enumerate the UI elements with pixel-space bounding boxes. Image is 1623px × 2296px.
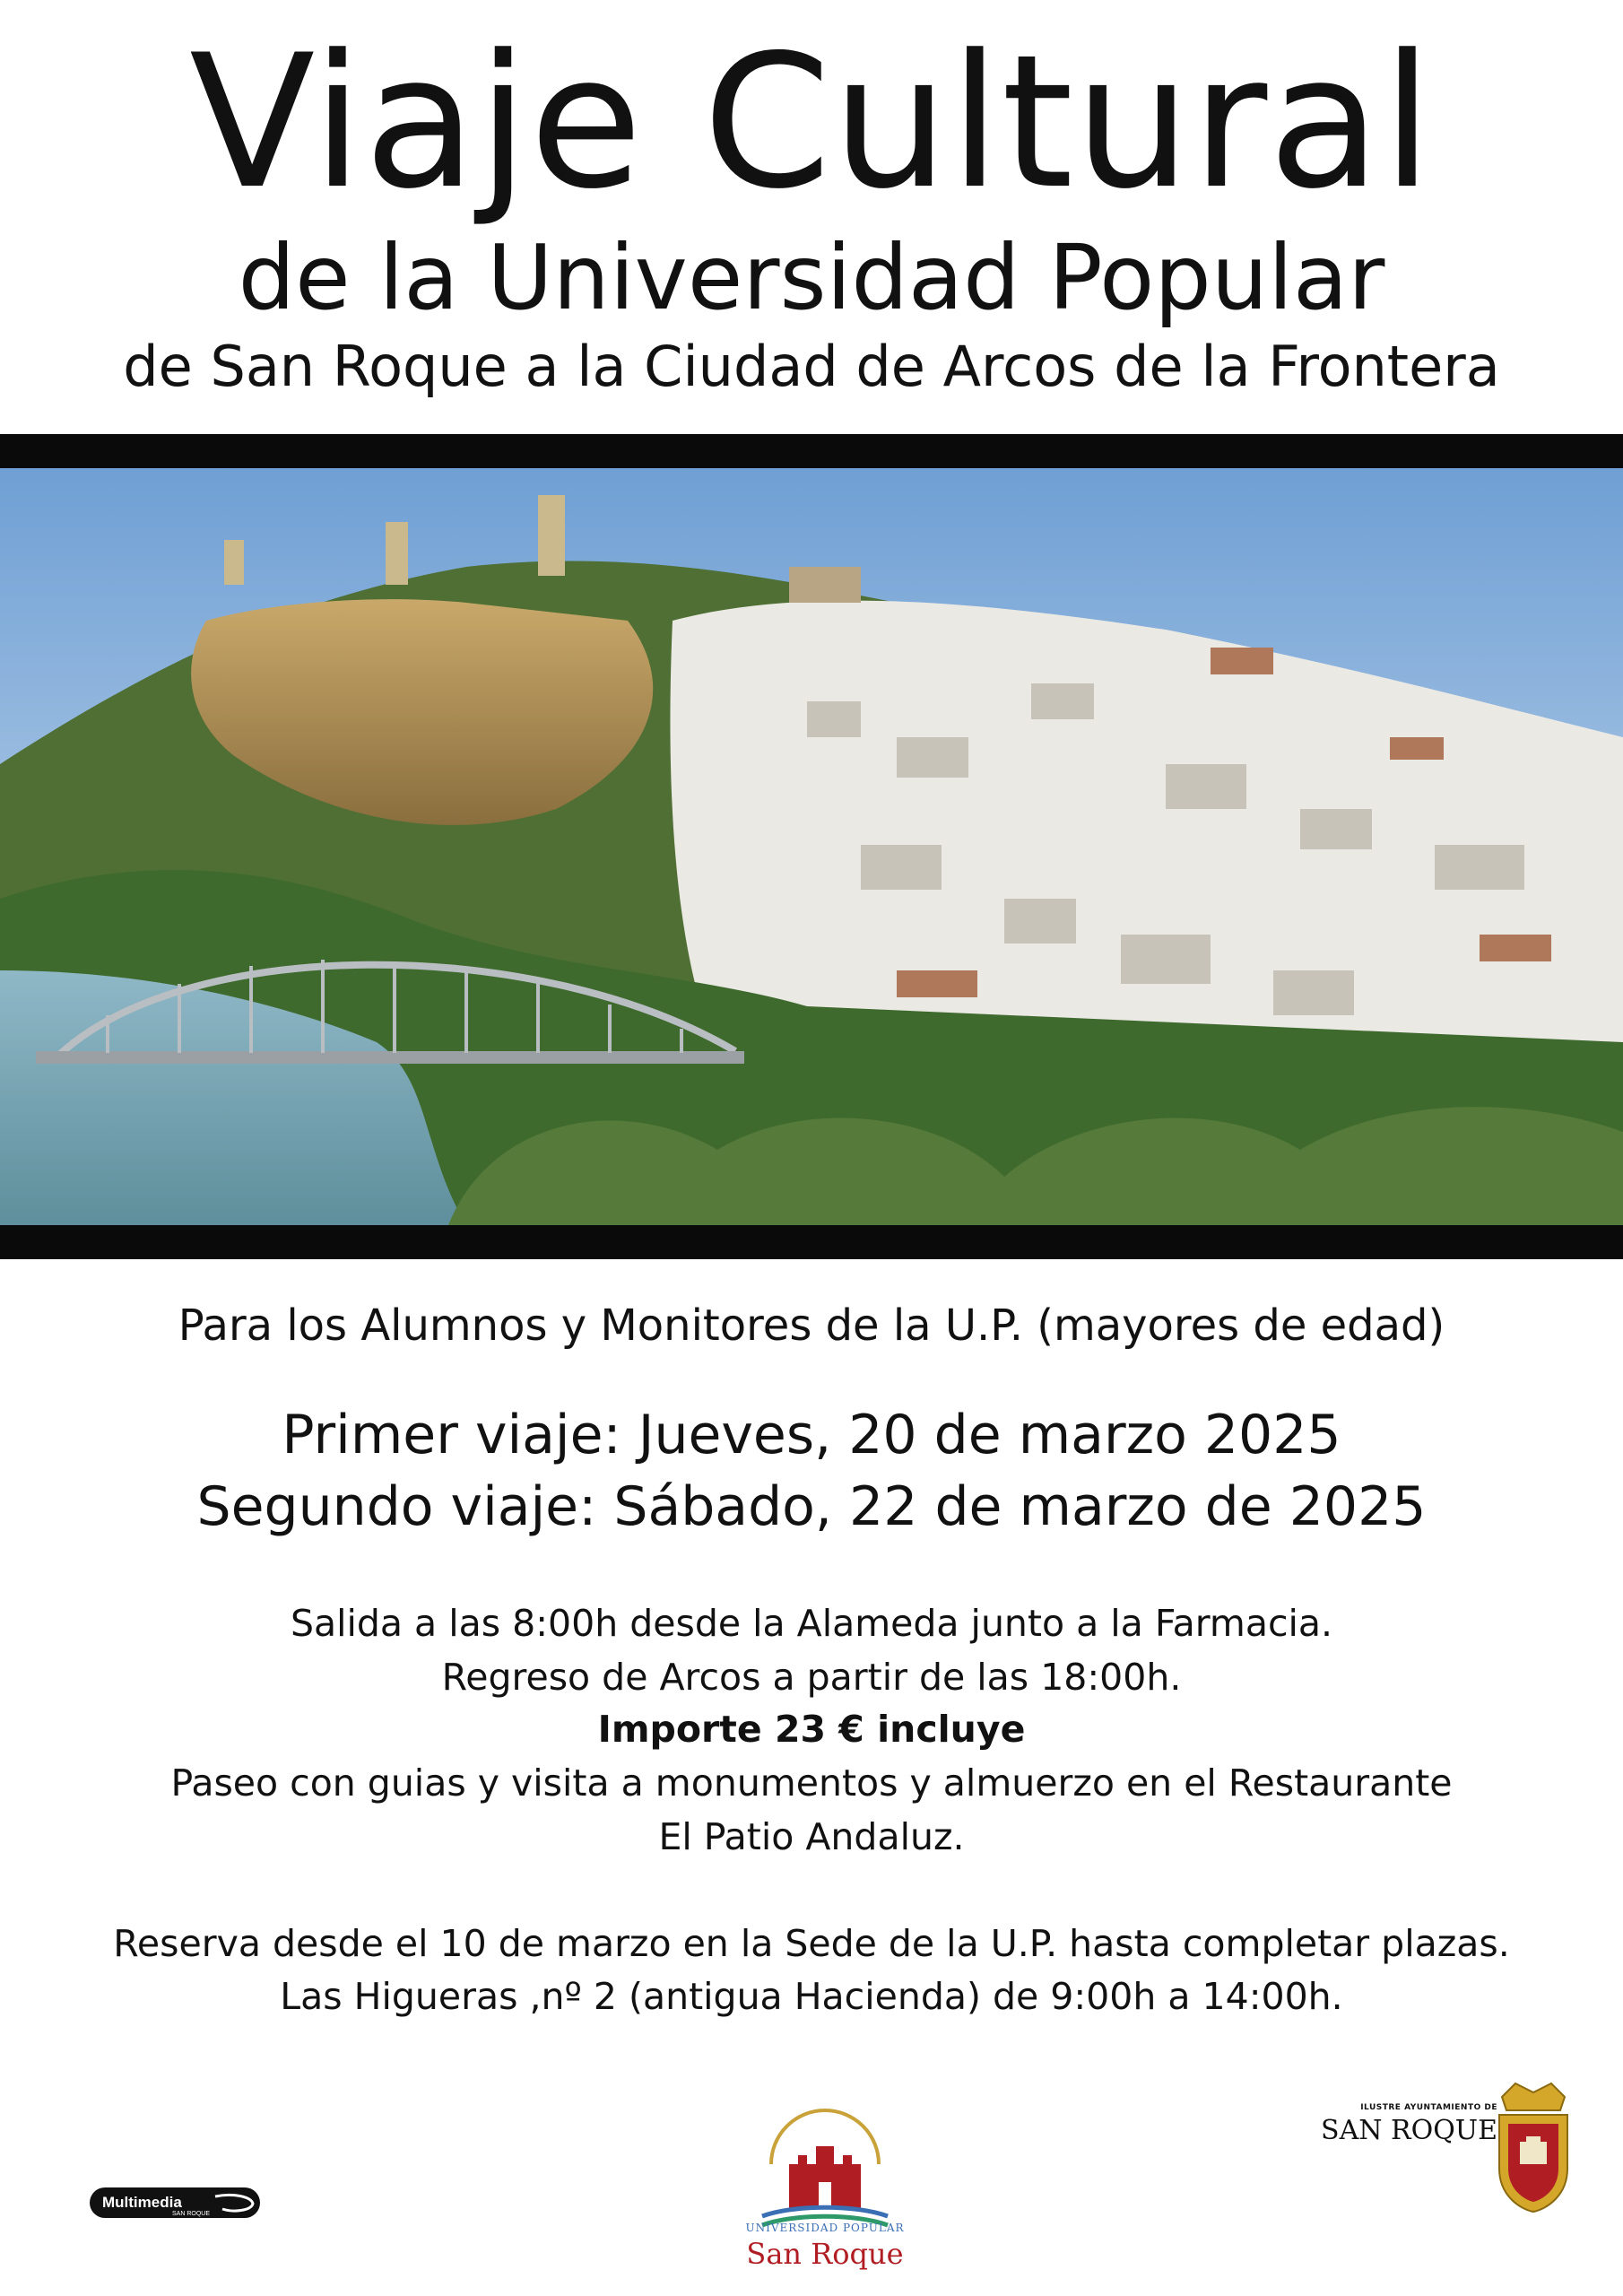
poster-subtitle: de la Universidad Popular (238, 225, 1385, 330)
first-trip-date: Primer viaje: Jueves, 20 de marzo 2025 (282, 1404, 1341, 1466)
restaurant-text: El Patio Andaluz. (658, 1815, 965, 1858)
photo-frame (0, 434, 1623, 1259)
booking-address-text: Las Higueras ,nº 2 (antigua Hacienda) de 9:00h a 14:00h. (280, 1975, 1343, 2018)
multimedia-sublabel: SAN ROQUE (172, 2211, 211, 2217)
return-text: Regreso de Arcos a partir de las 18:00h. (441, 1656, 1182, 1699)
poster-title: Viaje Cultural (189, 16, 1434, 230)
departure-text: Salida a las 8:00h desde la Alameda junto a la Farmacia. (290, 1602, 1333, 1645)
multimedia-logo (90, 2186, 269, 2222)
poster-destination: de San Roque a la Ciudad de Arcos de la Frontera (123, 334, 1500, 399)
coat-of-arms-icon (1488, 2079, 1578, 2213)
arcos-town-photo (0, 468, 1623, 1225)
price-text: Importe 23 € incluye (597, 1708, 1026, 1751)
universidad-popular-city: San Roque (746, 2237, 904, 2271)
booking-text: Reserva desde el 10 de marzo en la Sede de la U.P. hasta completar plazas. (113, 1922, 1510, 1965)
ayuntamiento-label: ILUSTRE AYUNTAMIENTO DE (1360, 2103, 1497, 2112)
universidad-popular-label: UNIVERSIDAD POPULAR (745, 2222, 905, 2234)
includes-text: Paseo con guias y visita a monumentos y almuerzo en el Restaurante (170, 1761, 1453, 1805)
ayuntamiento-name: SAN ROQUE (1321, 2115, 1497, 2146)
audience-text: Para los Alumnos y Monitores de la U.P. (mayores de edad) (178, 1300, 1445, 1351)
multimedia-label: Multimedia (102, 2194, 182, 2211)
second-trip-date: Segundo viaje: Sábado, 22 de marzo de 2025 (196, 1475, 1427, 1538)
